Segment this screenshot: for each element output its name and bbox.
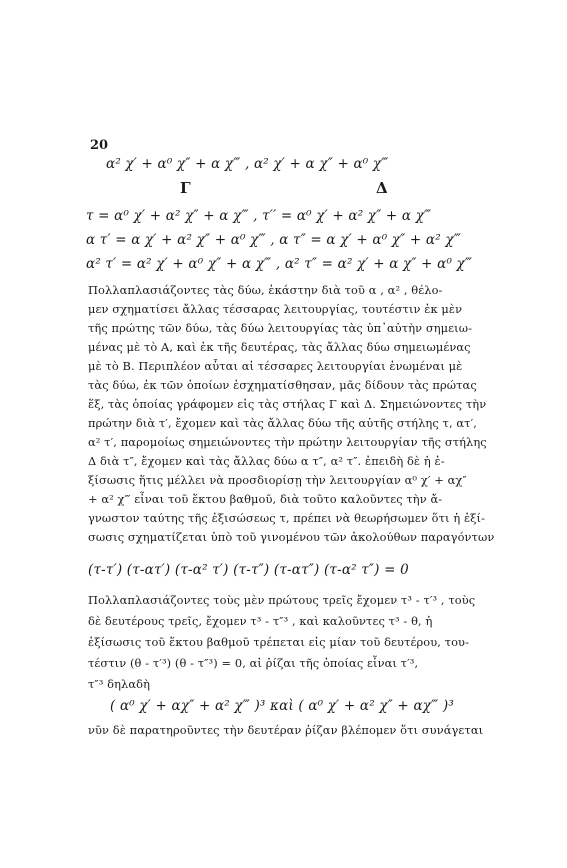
paragraph-1-line: σωσις σχηματίζεται ὑπὸ τοῦ γινομένου τῶν ἀκολούθων παραγόντων: [88, 530, 495, 544]
paragraph-2-line: Πολλαπλασιάζοντες τοὺς μὲν πρώτους τρεῖς ἔχομεν τ³ - τ′³ , τοὺς: [88, 593, 476, 607]
paragraph-1-line: μεν σχηματίσει ἄλλας τέσσαρας λειτουργίας, τουτέστιν ἐκ μὲν: [88, 302, 463, 316]
paragraph-1-line: γνωστον ταύτης τῆς ἐξισώσεως τ, πρέπει νὰ θεωρήσωμεν ὅτι ἡ ἐξί-: [88, 511, 486, 525]
paragraph-1-line: ξίσωσις ἥτις μέλλει νὰ προσδιορίσῃ τὴν λειτουργίαν α⁰ χ′ + αχ″: [88, 473, 467, 487]
paragraph-2-line: ἐξίσωσις τοῦ ἕκτου βαθμοῦ τρέπεται εἰς μίαν τοῦ δευτέρου, του-: [88, 635, 470, 649]
paragraph-1-line: ἕξ, τὰς ὁποίας γράφομεν εἰς τὰς στήλας Γ καὶ Δ. Σημειώνοντες τὴν: [88, 397, 487, 411]
formula-line-2: τ = α⁰ χ′ + α² χ″ + α χ‴ , τ′′ = α⁰ χ′ + α² χ″ + α χ‴: [86, 208, 432, 224]
formula-line-3: α τ′ = α χ′ + α² χ″ + α⁰ χ‴ , α τ″ = α χ′ + α⁰ χ″ + α² χ‴: [86, 232, 461, 248]
final-formula: ( α⁰ χ′ + αχ″ + α² χ‴ )³ καὶ ( α⁰ χ′ + α² χ″ + αχ‴ )³: [110, 698, 454, 714]
paragraph-1-line: + α² χ‴ εἶναι τοῦ ἕκτου βαθμοῦ, διὰ τοῦτο καλοῦντες τὴν ἄ-: [88, 492, 443, 506]
paragraph-1-line: τῆς πρώτης τῶν δύω, τὰς δύω λειτουργίας τὰς ὑπ᾽αὐτὴν σημειω-: [88, 321, 473, 335]
paragraph-2-line: τέστιν (θ - τ′³) (θ - τ″³) = 0, αἱ ῥίζαι τῆς ὁποίας εἶναι τ′³,: [88, 656, 419, 670]
column-label-delta: Δ: [376, 179, 388, 197]
paragraph-1-line: α² τ′, παρομοίως σημειώνοντες τὴν πρώτην λειτουργίαν τῆς στήλης: [88, 435, 487, 449]
product-formula: (τ-τ′) (τ-ατ′) (τ-α² τ′) (τ-τ″) (τ-ατ″) (τ-α² τ″) = 0: [88, 562, 409, 578]
formula-line-1: α² χ′ + α⁰ χ″ + α χ‴ , α² χ′ + α χ″ + α⁰ χ‴: [106, 156, 389, 172]
paragraph-1-line: πρώτην διὰ τ′, ἔχομεν καὶ τὰς ἄλλας δύω τῆς αὐτῆς στήλης τ, ατ′,: [88, 416, 477, 430]
paragraph-2-line: τ″³ δηλαδὴ: [88, 677, 151, 691]
formula-line-4: α² τ′ = α² χ′ + α⁰ χ″ + α χ‴ , α² τ″ = α² χ′ + α χ″ + α⁰ χ‴: [86, 256, 473, 272]
column-label-gamma: Γ: [180, 179, 191, 197]
paragraph-1-line: Πολλαπλασιάζοντες τὰς δύω, ἑκάστην διὰ τοῦ α , α² , θέλο-: [88, 283, 443, 297]
paragraph-1-line: τὰς δύω, ἐκ τῶν ὁποίων ἐσχηματίσθησαν, μᾶς δίδουν τὰς πρώτας: [88, 378, 477, 392]
last-line: νῦν δὲ παρατηροῦντες τὴν δευτέραν ῥίζαν βλέπομεν ὅτι συνάγεται: [88, 723, 484, 737]
paragraph-2-line: δὲ δευτέρους τρεῖς, ἔχομεν τ³ - τ″³ , καὶ καλοῦντες τ³ - θ, ἡ: [88, 614, 433, 628]
paragraph-1-line: Δ διὰ τ″, ἔχομεν καὶ τὰς ἄλλας δύω α τ″, α² τ″. ἐπειδὴ δὲ ἡ ἐ-: [88, 454, 445, 468]
page-number: 20: [90, 138, 109, 153]
paragraph-1-line: μένας μὲ τὸ Α, καὶ ἐκ τῆς δευτέρας, τὰς ἄλλας δύω σημειωμένας: [88, 340, 471, 354]
paragraph-1-line: μὲ τὸ Β. Περιπλέον αὗται αἱ τέσσαρες λειτουργίαι ἑνωμέναι μὲ: [88, 359, 463, 373]
